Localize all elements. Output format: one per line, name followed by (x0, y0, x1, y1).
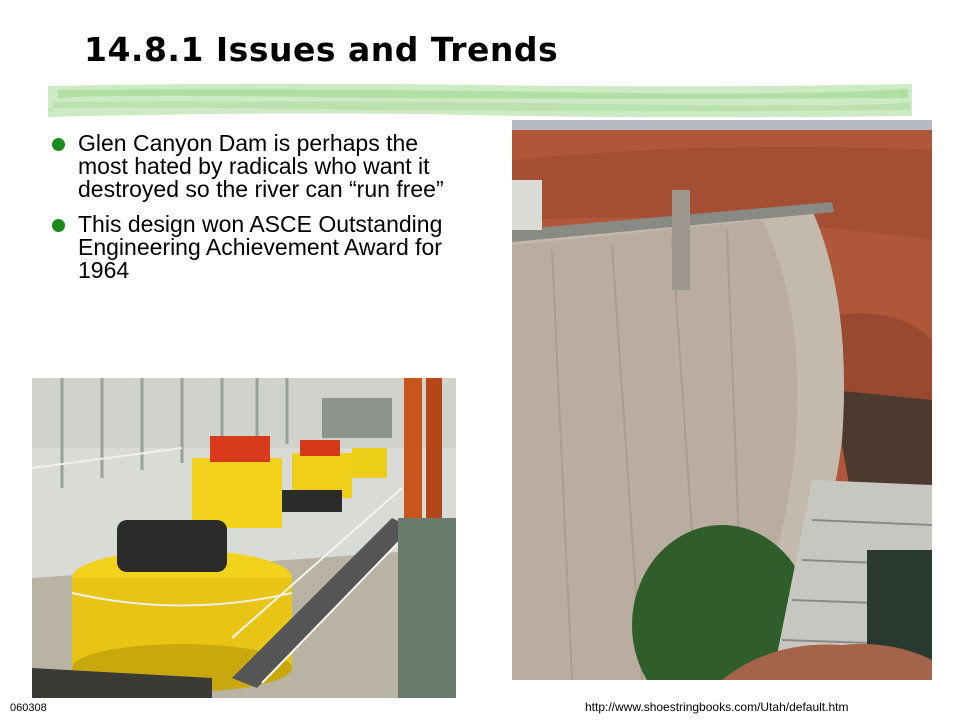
generator-hall-photo (32, 378, 456, 698)
glen-canyon-dam-photo (512, 120, 932, 680)
bullet-text: This design won ASCE Outstanding Engineering Achievement Award for 1964 (78, 211, 443, 283)
bullet-text: Glen Canyon Dam is perhaps the most hated by radicals who want it destroyed so the river can “run free” (78, 130, 444, 202)
bullet-dot (52, 138, 65, 151)
bullet-dot (52, 219, 65, 232)
bullet-list (52, 132, 472, 294)
slide-title: 14.8.1 Issues and Trends (84, 30, 559, 69)
source-url[interactable]: http://www.shoestringbooks.com/Utah/default.htm (585, 700, 849, 714)
title-underline-brush (48, 80, 912, 120)
slide-footer-id: 060308 (10, 702, 47, 714)
bullet-item (52, 132, 472, 201)
bullet-item (52, 213, 472, 282)
